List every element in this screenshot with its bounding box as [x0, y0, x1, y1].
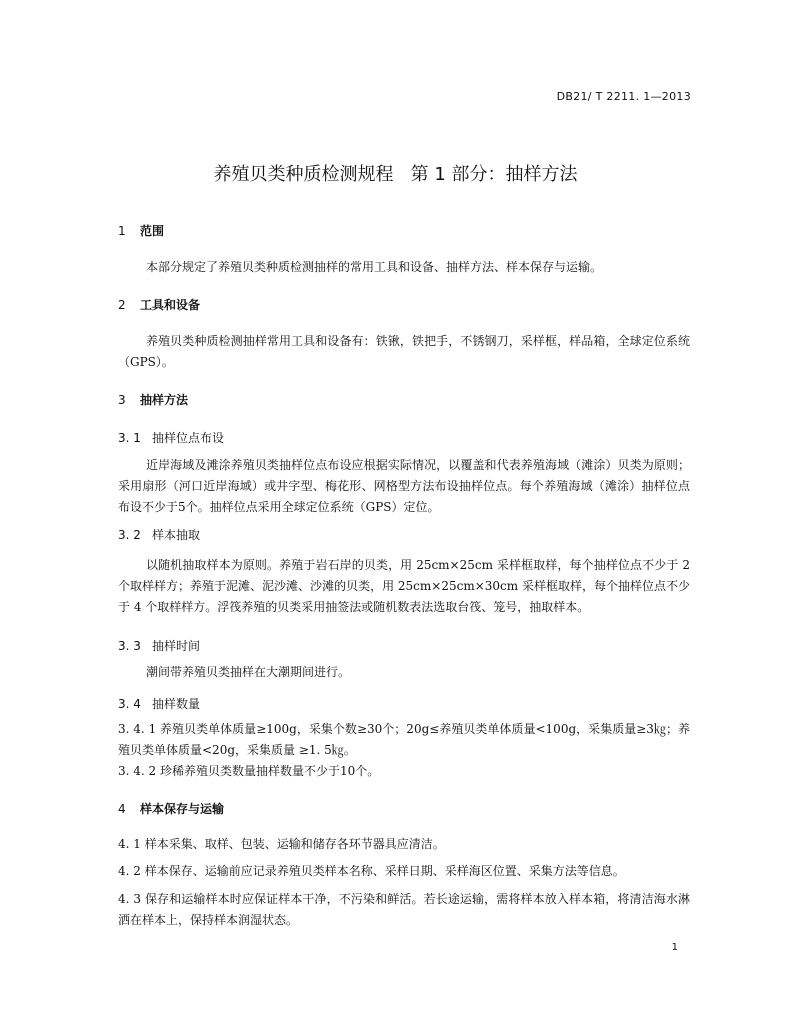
section-title: 范围 — [140, 224, 165, 238]
standard-code: DB21/ T 2211. 1—2013 — [556, 90, 691, 103]
section-1-body: 本部分规定了养殖贝类种质检测抽样的常用工具和设备、抽样方法、样本保存与运输。 — [146, 260, 603, 274]
page-number: 1 — [671, 942, 678, 953]
section-number: 4 — [118, 802, 126, 816]
clause-4-1: 4. 1 样本采集、取样、包装、运输和储存各环节器具应清洁。 — [118, 837, 445, 851]
subsection-number: 3. 4 — [118, 697, 141, 711]
subsection-3-3-heading — [118, 637, 200, 654]
subsection-title: 抽样时间 — [152, 639, 201, 653]
subsection-3-2-body: 以随机抽取样本为原则。养殖于岩石岸的贝类，用 25cm×25cm 采样框取样，每个抽样位点不少于 2 个取样样方；养殖于泥滩、泥沙滩、沙滩的贝类，用 25cm×25cm×30cm 采样框取样，每个抽样位点不少于 4 个取样样方。浮筏养殖的贝类采用抽签法或随机数表法选取台筏、笼号，抽取样本。 — [118, 558, 690, 614]
section-number: 1 — [118, 224, 126, 238]
section-title: 样本保存与运输 — [140, 802, 225, 816]
section-2-body: 养殖贝类种质检测抽样常用工具和设备有：铁锹，铁把手，不锈钢刀，采样框，样品箱，全球定位系统（GPS）。 — [118, 334, 690, 369]
section-title: 工具和设备 — [140, 298, 201, 312]
subsection-3-2-heading — [118, 526, 200, 543]
subsection-number: 3. 2 — [118, 528, 141, 542]
subsection-number: 3. 1 — [118, 431, 141, 445]
subsection-3-1-body: 近岸海域及滩涂养殖贝类抽样位点布设应根据实际情况，以覆盖和代表养殖海域（滩涂）贝类为原则；采用扇形（河口近岸海域）或井字型、梅花形、网格型方法布设抽样位点。每个养殖海域（滩涂）抽样位点布设不少于5个。抽样位点采用全球定位系统（GPS）定位。 — [118, 458, 690, 514]
clause-3-4-2: 3. 4. 2 珍稀养殖贝类数量抽样数量不少于10个。 — [118, 764, 380, 778]
subsection-title: 抽样位点布设 — [152, 431, 225, 445]
clause-4-3: 4. 3 保存和运输样本时应保证样本干净，不污染和鲜活。若长途运输，需将样本放入样本箱，将清洁海水淋洒在样本上，保持样本润湿状态。 — [118, 892, 690, 927]
subsection-title: 抽样数量 — [152, 697, 201, 711]
subsection-3-1-heading — [118, 429, 224, 446]
clause-3-4-1: 3. 4. 1 养殖贝类单体质量≥100g，采集个数≥30个；20g≤养殖贝类单体质量<100g，采集质量≥3㎏；养殖贝类单体质量<20g，采集质量 ≥1. 5㎏。 — [118, 722, 690, 757]
clause-4-2: 4. 2 样本保存、运输前应记录养殖贝类样本名称、采样日期、采样海区位置、采集方法等信息。 — [118, 864, 625, 878]
section-number: 3 — [118, 393, 126, 407]
section-1-heading — [118, 222, 164, 239]
section-3-heading — [118, 391, 188, 408]
document-title: 养殖贝类种质检测规程 第 1 部分：抽样方法 — [213, 164, 578, 185]
subsection-3-4-heading — [118, 695, 200, 712]
section-number: 2 — [118, 298, 126, 312]
subsection-number: 3. 3 — [118, 639, 141, 653]
subsection-title: 样本抽取 — [152, 528, 201, 542]
section-title: 抽样方法 — [140, 393, 189, 407]
section-2-heading — [118, 296, 200, 313]
section-4-heading — [118, 800, 224, 817]
subsection-3-3-body: 潮间带养殖贝类抽样在大潮期间进行。 — [146, 665, 351, 679]
